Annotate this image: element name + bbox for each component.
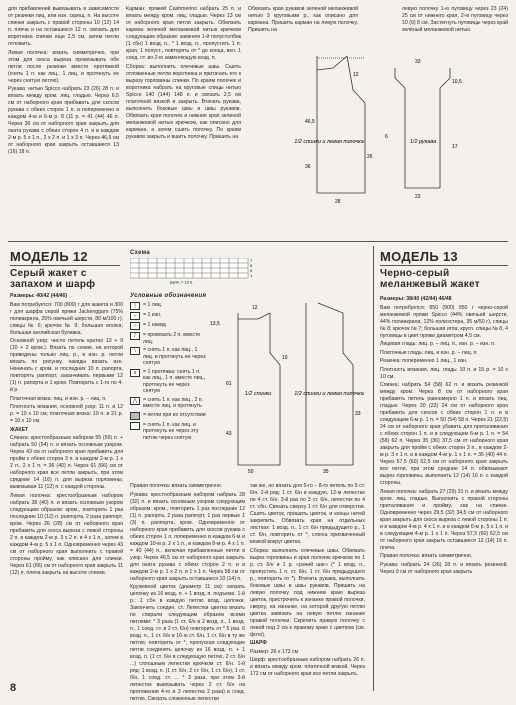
model-12-pattern-diagram [208, 295, 370, 475]
paragraph: Плотность вязания, основной узор: 11 п. и 12 р. = 10 х 10 см; платочная вязка: 10 п. и 21 р. = 10 х 10 см. [10, 404, 123, 424]
measure: 12 [353, 72, 359, 78]
ssk-symbol: \ [130, 347, 140, 355]
measure: 6 [385, 134, 388, 140]
paragraph: Левая полочка: набрать 27 (29) 31 п. и вязать между кром. лиц. гладью. Выполнить с правой стороны приталивание и пройму, как на спинке. Одновременно через 29,5 (32) 34,5 см от наборного края закрыть для скоса выреза с левой стороны 1 п. и в каждом 4-м р. 4 х 1 п. и в каждом 6-м р. 5 х 1 п. и в следующем 4-м р. 1 х 1 п. Через 57,5 (60) 62,5 см от наборного края закрыть оставшиеся 12 (14) 16 п. плеча. [380, 488, 508, 551]
legend-label: = снять 1 п. как лиц. и протянуть ее через эту петлю через снятую [143, 421, 199, 441]
paragraph: Платочные гладь: лиц. и изн. р. – лиц. п. [380, 349, 478, 356]
model-12-right-col [250, 483, 365, 680]
legend-item [130, 397, 206, 410]
psso-symbol: ⌒ [130, 422, 140, 430]
measure: 28 [335, 199, 341, 205]
legend-item [130, 422, 206, 442]
measure: 36 [305, 164, 311, 170]
purl-symbol: – [130, 312, 140, 320]
page-number: 8 [10, 682, 17, 694]
legend-label: = провязать 2 п. вместе лиц. [143, 332, 201, 345]
paragraph: для прибавлений вывязывать в зависимости от резинки лиц. или изн. скрещ. п. На высоте спинки закрыть с правой стороны 10 (12) 14 п. плеча и на оставшихся 12 п. связать для воротника спинки еще 2,5 см, затем петли отложить. [8, 6, 119, 47]
paragraph: Плотность вязания, лиц. гладь: 10 п. и 15 р. = 10 х 10 см. [380, 366, 508, 380]
model-13-underline [380, 265, 508, 266]
measure: 33 [355, 411, 361, 417]
model-13-text [380, 296, 508, 577]
sizes: Размеры: 40/42 (44/46) [10, 293, 68, 299]
legend-label: = 1 накид [143, 322, 166, 328]
legend-label: = снять 1 п. как лиц., 1 лиц. и протянуть ее через снятую [143, 347, 206, 366]
paragraph: Спинка: крестообразным набором 55 (59) п. + набрать 50 (54) п. и вязать основным узором. Через 43 см от наборного края прибавить для пройм с обеих сторон 3 п. в каждом 2-м р. 1 х 2 п., 2 х 1 п. = 36 (40) п. Через 61 (66) см от наборного края все петли закрыть, при этом средние 14 (16) п. для выреза горловины, вывязывая 11 (12) п. с каждой стороны. [10, 435, 123, 490]
legend-label: = петли при их отсутствии [143, 411, 206, 418]
back-piece-label: 1/2 спинки [244, 391, 272, 397]
knit-symbol: | [130, 302, 140, 310]
paragraph: Кружевной цветок (диаметр 11 см): связать цепочку из 16 возд. п. + 1 возд. п. подъема. 1-й р.: 1 сбн в каждую петлю возд. цепочки. Закончить соедин. ст. Лепестки цветка вязать по спирали следующим образом всеми петлями: * 3 раза (1 ст. 6/н в 2 возд. п., 1 возд. п., 1 соед. ст. в 2 ст. 6/н) повторить от * 5 раз. 6 возд. п., 1 ст. 6/н в 16-ю ст. 6/н, 1 ст. 6/н в ту же петлю, повторить от *, пропуская следующие петли соединять цепочку из 16 возд. п. + 1 возд. п. (1 ст. 6/н в следующую петлю, 2 ст. 6/н ...) сплошным лепестки крючком ст. 6/н. 1-й ряд: 1 возд. п. (1 ст. 6/н, 2 ст. 6/н, 1 ст. 6/н), 1 ст. б/н, 1 соед. ст. ... * 3 раза, при этом 3-й лепесток вывязывать через 2 ст. 6/н на протяжении 4-го и 3 лепестка 2 раза) в соед. петлю. Связать сложенные лепестки [130, 584, 245, 702]
row-number: 7 [250, 258, 253, 263]
rapport-label: рапп. = 13 п. [170, 279, 194, 284]
paragraph: Карман: пряжей Cashmerino набрать 25 п. и вязать между кром. лиц. гладью. Через 13 см от наборного края петли закрыть. Обвязать карман зеленой меланжевой нитью крючком следующим образом: заменяя 1-й полустолбик (1 сбн) 1 возд. п., * 1 возд. п., пропустить 1 п. края, 1 полуст., повторять от * до конца, вкл. 1 соед. ст. во 2-ю заменяющую возд. п. [126, 6, 241, 61]
measure: 10 [282, 355, 288, 361]
legend-label: = 1 протяжка: снять 1 п. как лиц., 1 п. вместе лиц., протянуть ее через снятую [143, 368, 206, 394]
legend-item [130, 302, 206, 310]
measure: 43 [226, 431, 232, 437]
top-col-3 [248, 6, 358, 36]
measure: 23 [415, 194, 421, 200]
paragraph: Резинка: попеременно 1 лиц., 1 изн. [380, 358, 468, 364]
paragraph: Вам потребуется: 850 (900) 950 г черно-серой меланжевой пряжи Spicco (44% овечьей шерсти, 44% полиакрила, 12% полиэстера, 35 м/50 г), спицы № 8; крючок № 7; большая игла; кругл. спицы № 8, 4 пуговицы в цвет пряжи диаметром 4,5 см. [380, 304, 508, 339]
measure: 26 [367, 154, 373, 160]
legend-item [130, 312, 206, 320]
chart-title: Схема [130, 250, 150, 256]
paragraph: Обвязать края рукавов зеленой меланжевой нитью 3 круговыми р., как описано для кармана. Пришить карман на левую полочку. Пришить на [248, 6, 358, 33]
legend-item [130, 332, 206, 345]
paragraph: Основной узор: число петель кратно 13 + 9 (10 + 2 кром.). Вязать по схеме, на которой приведены только лиц. р., в изн. р. петли вязать по рисунку, накиды вязать изн. Начинать с кром. и последних 10 п. рапорта, повторять раппорт, заканчивать первыми 12 (1) п. рапорта и 1 кром. Повторить с 1-го по 4-й р. [10, 338, 123, 393]
legend-label: = 1 изн. [143, 312, 162, 318]
model-12-text [10, 293, 123, 578]
top-pattern-diagram [255, 48, 505, 233]
subheading: ЖАКЕТ [10, 426, 29, 433]
front-piece [306, 303, 353, 465]
paragraph: Сборка: выполнить плечевые швы. Обвязать вырез горловины и края полочек крючком по 1 р. ст. 6/н и 1 р. «рачий шаг» (* 1 возд. п., пропустить 1 п. ст. 6/н, 1 ст. 6/н предыдущего р., повторить от *). Втачать рукава, выполнить боковые швы и швы рукавов. Пришить на левую полочку под нижнем краю выреза цветок, пристрочить к изнанке правой полочки, сверху, на изнанке, на которой другую петлю цветка завязать на левую петлю изнанке правой полочки. Скрепить правую полочку с левой под 2 см к правому краю с цветком (см. фото). [250, 547, 365, 638]
paragraph: Спинка: набрать 54 (58) 62 п. и вязать резинкой между кром. Через 8 см от наборного края прибавить петель равномерно 1 п. и вязать лиц. гладью. Через 20 (22) 24 см от наборного края прибавить для скосов с обеих сторон 1 п. и в следующем 6-м р. 1 п. = 50 (54) 58 п. Через 21 (22,5) 24 см от наборного края убавить для приталивания с обеих сторон 1 п. и в следующем 6-м р. 1 п. = 54 (58) 62 п. Через 35 (36) 37,5 см от наборного края закрыть для пройм с обеих сторон 3 п., в каждом 2-м р. 3 х 1 п. и в каждом 4-м р. 1 х 1 п. = 36 (40) 44 п. Через 57,5 (60) 62,5 см от наборного края закрыть все петли, при этом средние 14 п. обвязывают вырез горловины, выполнить 12 (14) 16 п. с каждой стороны. [380, 382, 508, 486]
dec-symbol: ⋀ [130, 397, 140, 405]
paragraph: Рукава: крестообразным набором набрать 28 (32) п. и вязать основным узором следующим образом: кром., повторить 1 раз последние 12 (1) п. рапорта, 2 раза раппорт, 1 раз первые 1 (3) п. раппорта, кром. Одновременно от наборного края прибавить для скосов рукава с обеих сторон 1 п. попеременно в каждом 6-м и каждом 10-м р. 2 х 1 п., в каждом 8-м р. 4 х 1 п. = 40 (44) п., включая прибавленные петли в узор. Через 46,5 см от наборного края закрыть для оката рукава с обеих сторон 2 п. и в каждом 2-м р. 1 х 2 п. и 1 х 1 п. Через 58 см от наборного края закрыть оставшиеся 10 (14) п. [130, 491, 245, 582]
sleeve-piece-label: 1/2 рукава [409, 139, 437, 145]
paragraph: Размер: 26 х 172 см [250, 648, 299, 655]
paragraph: Рукава: нитью Spicco набрать 23 (26) 28 п. и вязать между кром. лиц. гладью. Через 6,5 см от наборного края прибавить для скосов рукава с обеих сторон 1 п. и попеременно в каждом 4-м и 6-м р. 8 (11 р. = 41 (44) 46 п. Через 36 см от наборного края закрыть для оката рукава с обеих сторон 4 п. и в каждом 2-м р. 5 х 1 п., 2 х 2 п. и 1 х 3 п. Через 46,5 см от наборного края закрыть оставшиеся 13 (16) 18 п. [8, 86, 119, 155]
stitch-chart [130, 258, 258, 284]
section-divider [8, 241, 508, 242]
subheading: ШАРФ [250, 640, 267, 646]
measure: 35 [323, 469, 329, 475]
top-col-1 [8, 6, 119, 158]
front-piece-label: 1/2 спинки и левая полочка [294, 391, 364, 397]
measure: 17 [452, 144, 458, 150]
sizes: Размеры: 38/40 (42/44) 46/48 [380, 296, 452, 302]
chart-grid [130, 258, 248, 278]
paragraph: Шарф: крестообразным набором набрать 26 п. и вязать между кром. платочной вязкой. Через 172 см от наборного края все петли закрыть. [250, 657, 365, 677]
top-col-4 [402, 6, 508, 36]
paragraph: Вам потребуется: 700 (800) г для жакета и 300 г для шарфа серой пряжи Jackenggarn (75% полиакрила, 25% овечьей шерсти, 80 м/100 г); спицы № 6; крючок № 9; большая иголка; большая английская булавка. [10, 301, 123, 336]
paragraph: Правая полочка: вязать симметрично. [130, 483, 223, 489]
paragraph: Левая полочка: вязать симметрично, при этом для скоса выреза провязывать обе петли после резинки вместе протяжкой (снять 1 п. как лиц., 1 лиц. и протянуть ее через снятую петлю). [8, 49, 119, 84]
k2tog-symbol: / [130, 332, 140, 340]
measure: 12 [252, 305, 258, 311]
top-col-2 [126, 6, 241, 142]
paragraph: Лицевая гладь: лиц. р. – лиц. п., изн. р. – изн. п. [380, 341, 496, 347]
front-piece-label: 1/2 спинки и левая полочка [294, 139, 364, 145]
paragraph: Правая полочка: вязать симметрично. [380, 553, 473, 559]
column-divider [373, 246, 374, 691]
measure: 46,5 [305, 119, 315, 125]
paragraph: Рукава: набрать 24 (26) 28 п. и вязать резинкой. Через 9 см от наборного края закрыть [380, 561, 508, 575]
no-stitch-symbol [130, 412, 140, 420]
legend-label: = 1 лиц. [143, 302, 163, 308]
paragraph: Левая полочка: крестообразным набором набрать 38 (40) п. и вязать основным узором следующим образом: кром., повторить 1 раз последние 10 (12) п. раппорта, 2 раза раппорт, кром. Через 26 (28) см от наборного края прибавить для скоса выреза с левой стороны 2 п. в каждом 2-м р. 3 х 2 п. и 4 х 1 п., затем в каждом 4-м р. 5 х 1 п. Одновременно через 43 см от наборного края выполнить с правой стороны пройму, как описано для спинки. Через 61 (66) см от наборного края закрыть 11 (12) п. плеча закрыть на высоте спинки. [10, 492, 123, 576]
model-12-label: МОДЕЛЬ 12 [10, 249, 88, 264]
row-number: 5 [250, 263, 253, 268]
model-12-mid-col [130, 483, 245, 705]
model-13-label: МОДЕЛЬ 13 [380, 249, 458, 264]
legend-title: Условные обозначения [130, 293, 207, 299]
paragraph: так же, но вязать для 5-го – 8-го петель по 5 ст. 6/н. 2-й ряд: 1 ст. 6/н в каждую, 12-м лепестке по 4 ст. 6/н. 3-й раз по 3 ст. 6/н, лепесток по 4 ст. сбн. Связать сверху 1 ст. 6/н для отверстия. Сшить цветок, пришить цветок, и концы нитей закрепить. Обвязать края на отдельных листках: 1 возд. п., 1 ст. 6/н предыдущего р., 1 ст. 6/н, повторить от *, слегка прихваченный вязкой вокруг цветка. [250, 483, 365, 545]
model-12-underline [10, 265, 120, 266]
paragraph: Платочная вязка: лиц. и изн. р. – лиц. п. [10, 395, 107, 402]
paragraph: левую полочку 1-ю пуговицу через 23 (24) 25 см от нижнего края, 2-ю пуговицу через 10 (9) 8 см. Застегнуть пуговицы через край зелёный меланжевой нитью. [402, 6, 508, 33]
paragraph: Сборка: выполнить плечевые швы. Сшить отложенные петли воротника и притачать его к вырезу горловины спинки. По краям полочек и воротника набрать на круговые спицы нитью Spicco 140 (144) 148 п. и связать 2,5 см платочной вязкой и закрыть. Втачать рукава, выполнить боковые швы и швы рукавов. Обвязать края полочек и нижние края зеленой меланжевой нитью крючком, как описано для кармана, а затем сшить полочку. По краям рукавов закрыть и вшить полочку. Пришить на [126, 63, 241, 140]
model-13-title: Черно-серый меланжевый жакет [380, 268, 480, 290]
measure: 10,5 [452, 79, 462, 85]
yarn-over-symbol: ○ [130, 322, 140, 330]
sleeve-piece [395, 68, 450, 188]
legend-label: = снять 1 п. как лиц., 2 п. вместе лиц. и протянуть [143, 396, 204, 409]
measure: 61 [226, 381, 232, 387]
legend-item [130, 322, 206, 330]
measure: 13,5 [210, 321, 220, 327]
row-number: 3 [250, 268, 253, 273]
legend-item [130, 347, 206, 367]
legend-item [130, 412, 206, 420]
row-number: 1 [250, 273, 253, 278]
chart-legend [130, 302, 206, 443]
measure: 50 [248, 469, 254, 475]
measure: 33 [415, 59, 421, 65]
sk2p-symbol: ∧ [130, 369, 140, 377]
legend-item [130, 369, 206, 395]
back-piece [238, 313, 280, 465]
model-12-title: Серый жакет с запахом и шарф [10, 268, 96, 290]
